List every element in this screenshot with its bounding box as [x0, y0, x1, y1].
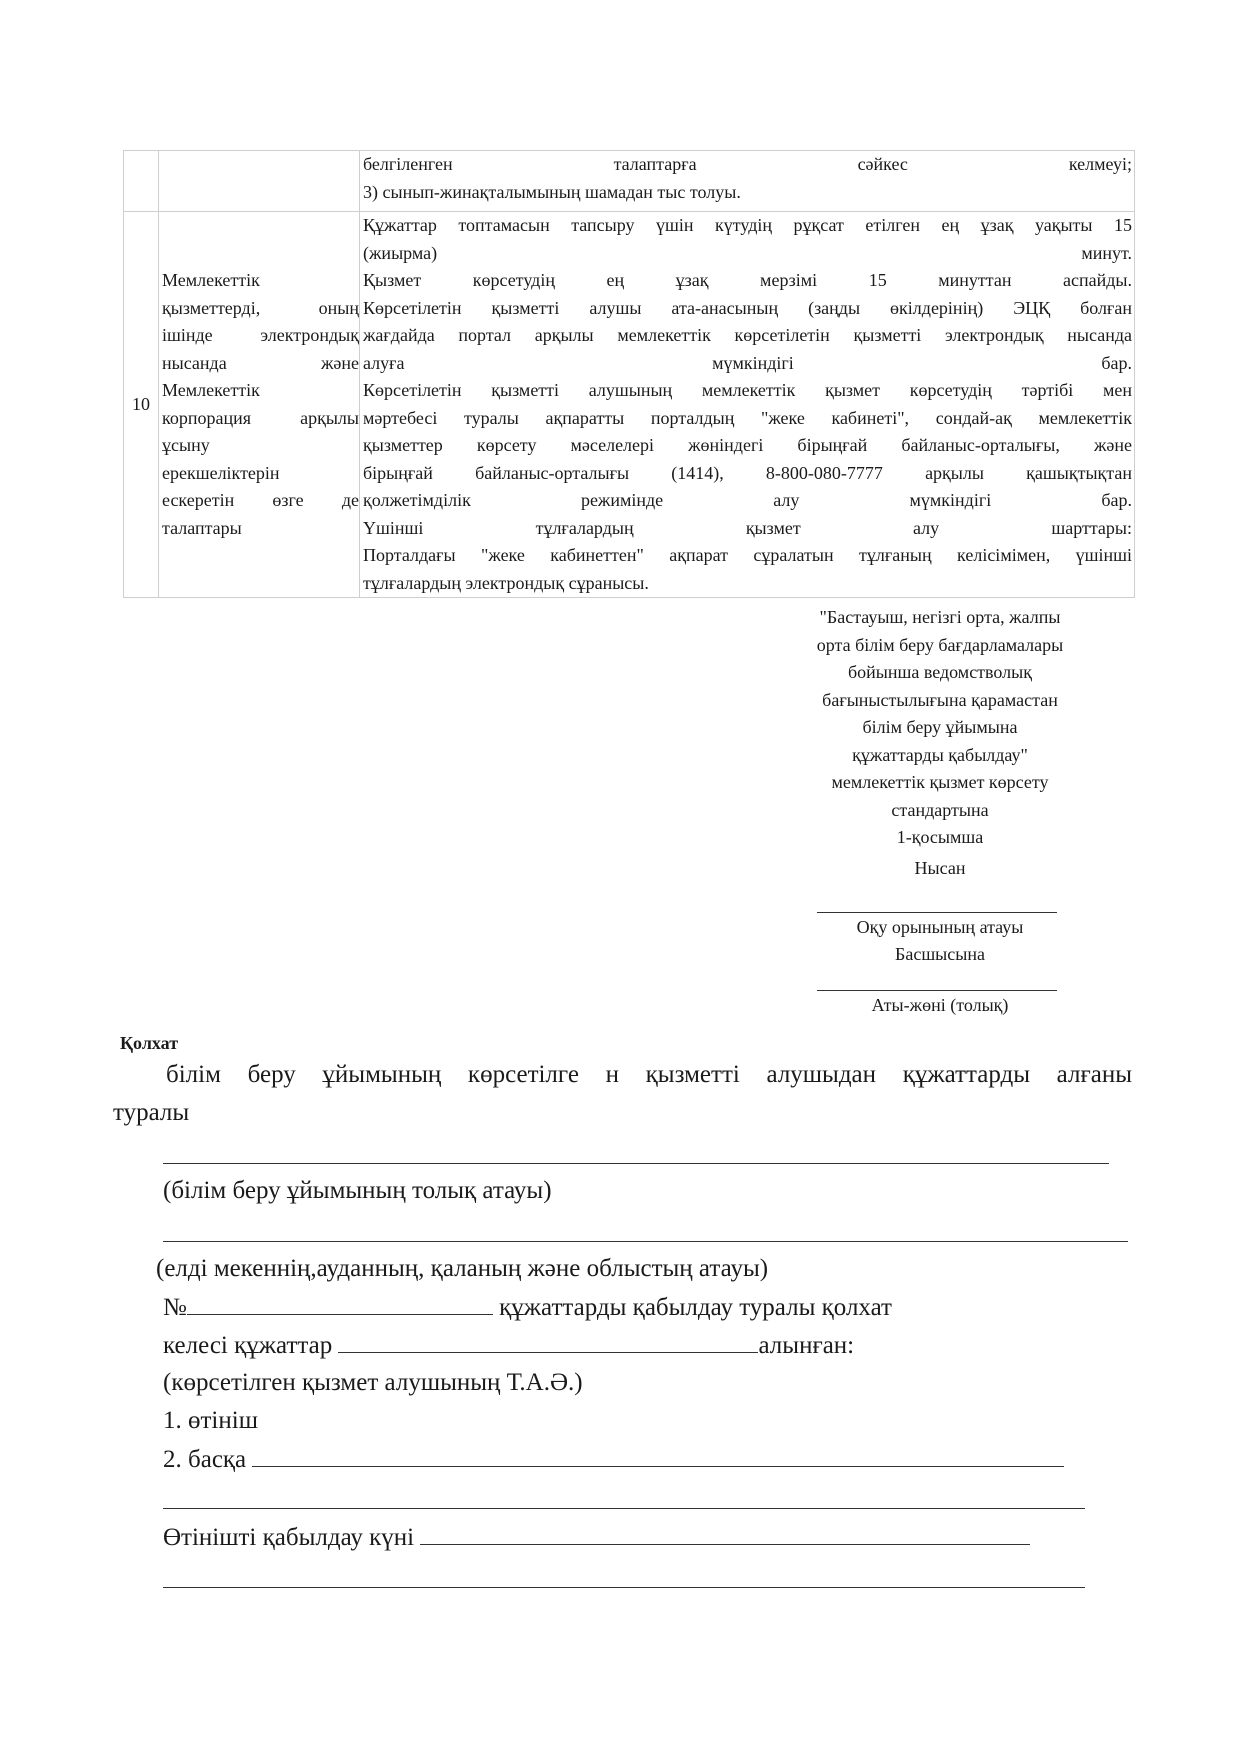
annex-line: құжаттарды қабылдау" [852, 744, 1028, 765]
locality-label: (елді мекеннің,ауданның, қаланың және облыстың атауы) [156, 1255, 769, 1282]
org-full-name-field[interactable] [163, 1163, 1109, 1164]
text-line: Порталдағы "жеке кабинеттен" ақпарат сұралатын тұлғаның келісімімен, үшінші [363, 545, 1132, 565]
word: келмеуі; [1068, 154, 1133, 174]
table-row [124, 151, 1135, 212]
other-docs-field-extra[interactable] [163, 1508, 1085, 1509]
text-line: Көрсетілетін қызметті алушы ата-анасының (заңды өкілдерінің) ЭЦҚ болған [363, 297, 1132, 318]
table-row [124, 212, 1135, 598]
recipient-label: (көрсетілген қызмет алушының Т.А.Ә.) [163, 1369, 583, 1396]
recipient-name-field[interactable] [338, 1326, 758, 1353]
text-line: қызметтерді, оның [162, 297, 359, 318]
text-line: 3) сынып-жинақталымының шамадан тыс толуы. [363, 181, 741, 202]
full-name-underline[interactable] [817, 990, 1057, 991]
word: сәйкес [857, 154, 908, 174]
text-line: талаптары [162, 517, 242, 538]
receipt-subtitle-line: білім беру ұйымының көрсетілге н қызметті алушыдан құжаттарды алғаны [166, 1061, 1132, 1088]
annex-line: 1-қосымша [896, 827, 984, 847]
docs-line [163, 1326, 854, 1365]
receipt-subtitle-line: туралы [113, 1099, 190, 1126]
annex-line: бойынша ведомстволық [847, 662, 1033, 682]
text-line: Мемлекеттік [162, 380, 260, 400]
text-line: Мемлекеттік [162, 270, 260, 290]
item-2: 2. басқа [163, 1446, 247, 1473]
org-full-name-label: (білім беру ұйымының толық атауы) [163, 1177, 552, 1204]
text-line: Үшінші тұлғалардың қызмет алу шарттары: [363, 517, 1132, 538]
word: талаптарға [613, 154, 697, 174]
text-line: нысанда және [162, 352, 359, 373]
row-name-cell [159, 151, 360, 212]
number-sign: № [163, 1294, 187, 1321]
annex-line: мемлекеттік қызмет көрсету [831, 772, 1049, 792]
text-line: Көрсетілетін қызметті алушының мемлекеттік қызмет көрсетудің тәртібі мен [363, 380, 1132, 400]
row-name-cell [159, 212, 360, 598]
text-line: қолжетімділік режимінде алу мүмкіндігі бар. [363, 490, 1132, 510]
receipt-number-field[interactable] [187, 1288, 493, 1315]
text-line: жағдайда портал арқылы мемлекеттік көрсетілетін қызметті электрондық нысанда [363, 325, 1132, 345]
text-line: ерекшеліктерін [162, 462, 280, 483]
annex-header [760, 604, 1120, 852]
row-number-cell [124, 151, 159, 212]
word: белгіленген [363, 154, 453, 174]
requirements-table [123, 150, 1135, 598]
text-line: корпорация арқылы [162, 407, 359, 428]
text-line: мәртебесі туралы ақпаратты порталдың "жеке кабинеті", сондай-ақ мемлекеттік [363, 407, 1132, 428]
text-line: Қызмет көрсетудің ең ұзақ мерзімі 15 минуттан аспайды. [363, 270, 1132, 290]
date-line [163, 1518, 1030, 1557]
text-line: Құжаттар топтамасын тапсыру үшін күтудің рұқсат етілген ең ұзақ уақыты 15 [363, 215, 1132, 235]
text-line: ескеретін өзге де [162, 490, 359, 510]
receipt-number-suffix: құжаттарды қабылдау туралы қолхат [499, 1294, 892, 1321]
date-label: Өтінішті қабылдау күні [163, 1524, 415, 1551]
form-label: Нысан [914, 858, 966, 878]
annex-line: "Бастауыш, негізгі орта, жалпы [819, 607, 1061, 627]
signature-line[interactable] [163, 1587, 1085, 1588]
item-2-line [163, 1440, 1064, 1479]
annex-line: орта білім беру бағдарламалары [816, 634, 1064, 655]
row-text-cell [360, 151, 1135, 212]
date-field[interactable] [420, 1518, 1030, 1545]
receipt-number-line [163, 1288, 892, 1327]
text-line: тұлғалардың электрондық сұранысы. [363, 572, 649, 593]
text-line: қызметтер көрсету мәселелері жөніндегі бірыңғай байланыс-орталығы, және [363, 435, 1132, 455]
full-name-label: Аты-жөні (толық) [871, 995, 1009, 1015]
locality-field[interactable] [163, 1241, 1128, 1242]
annex-line: стандартына [891, 799, 989, 820]
text-line: ішінде электрондық [162, 325, 359, 345]
annex-line: бағыныстылығына қарамастан [822, 689, 1058, 710]
other-docs-field[interactable] [252, 1440, 1064, 1467]
text-line: ұсыну [162, 435, 210, 455]
item-1: 1. өтініш [163, 1407, 258, 1434]
docs-suffix: алынған: [758, 1332, 855, 1359]
text-line: (жиырма) минут. [363, 242, 1132, 263]
row-text-cell [360, 212, 1135, 598]
receipt-title: Қолхат [120, 1033, 179, 1053]
text-line: алуға мүмкіндігі бар. [363, 352, 1132, 373]
docs-prefix: келесі құжаттар [163, 1332, 333, 1359]
text-line: бірыңғай байланыс-орталығы (1414), 8-800-080-7777 арқылы қашықтықтан [363, 462, 1132, 483]
org-name-label: Оқу орынының атауы [856, 917, 1024, 937]
justified-line [360, 151, 1134, 179]
row-number-cell: 10 [124, 212, 159, 598]
org-name-underline[interactable] [817, 912, 1057, 913]
head-label: Басшысына [895, 944, 985, 964]
annex-line: білім беру ұйымына [862, 717, 1018, 737]
